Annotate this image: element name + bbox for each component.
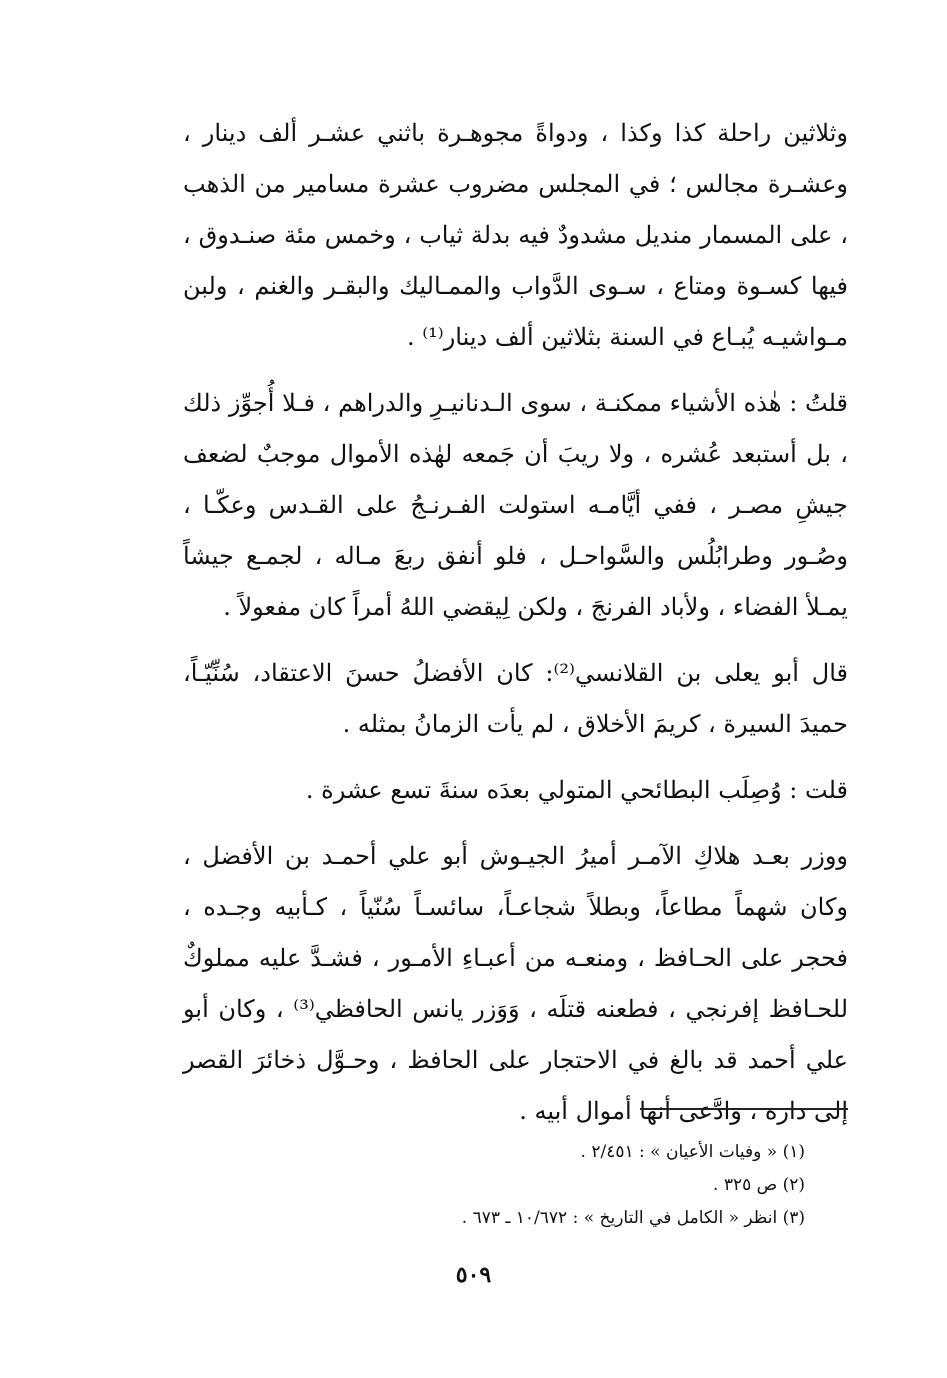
paragraph: قلت : وُصِلَب البطائحي المتولي بعدَه سنةَ تسع عشرة . (305, 776, 848, 804)
paragraph: قال أبو يعلى بن القلانسي⁽²⁾: كان الأفضلُ حسنَ الاعتقاد، سُنِّيّـاً، حميدَ السيرة ، كريمَ الأخلاق ، لم يأت الزمانُ بمثله . (183, 659, 848, 738)
footnote: (٣) انظر « الكامل في التاريخ » : ١٠/٦٧٢ ـ ٦٧٣ . (461, 1208, 805, 1228)
paragraph: وثلاثين راحلة كذا وكذا ، ودواةً مجوهـرة باثني عشـر ألف دينار ، وعشـرة مجالس ؛ في المجلس مضروب عشرة مسامير من الذهب ، على المسمار منديل مشدودٌ فيه بدلة ثياب ، وخمس مئة صنـدوق ، فيها كسـوة ومتاع ، سـوى الدَّواب والممـاليك والبقـر والغنم ، ولبن مـواشيـه يُبـاع في السنة بثلاثين ألف دينار⁽¹⁾ . (183, 119, 848, 351)
footnotes (300, 1136, 805, 1235)
page-number: ٥٠٩ (455, 1262, 492, 1288)
paragraph: قلتُ : هٰذه الأشياء ممكنـة ، سوى الـدنانيـرِ والدراهم ، فـلا أُجوِّز ذلك ، بل أستبعد عُشره ، ولا ريبَ أن جَمعه لهٰذه الأموال موجبٌ لضعف جيشِ مصـر ، ففي أيَّامـه استولت الفـرنـجُ على القـدس وعكّـا ، وصُـور وطرابُلُس والسَّواحـل ، فلو أنفق ربعَ مـاله ، لجمـع جيشاً يمـلأ الفضاء ، ولأباد الفرنجَ ، ولكن لِيقضي اللهُ أمراً كان مفعولاً . (183, 389, 848, 621)
main-text (183, 108, 848, 1137)
paragraph: ووزر بعـد هلاكِ الآمـر أميرُ الجيـوش أبو علي أحمـد بن الأفضل ، وكان شهماً مطاعاً، وبطلاً شجاعـاً، سائسـاً سُنّياً ، كـأبيه وجـده ، فحجر على الحـافظ ، ومنعـه من أعبـاءِ الأمـور ، فشـدَّ عليه مملوكٌ للحـافظ إفرنجي ، فطعنه قتلَه ، وَوَزر يانس الحافظي⁽³⁾ ، وكان أبو علي أحمد قد بالغ في الاحتجار على الحافظ ، وحـوَّل ذخائرَ القصر إلى داره ، وادَّعى أنها أموال أبيه . (183, 842, 849, 1125)
footnote: (٢) ص ٣٢٥ . (713, 1175, 805, 1195)
footnote: (١) « وفيات الأعيان » : ٢/٤٥١ . (580, 1142, 805, 1162)
footnote-divider (640, 1108, 848, 1110)
